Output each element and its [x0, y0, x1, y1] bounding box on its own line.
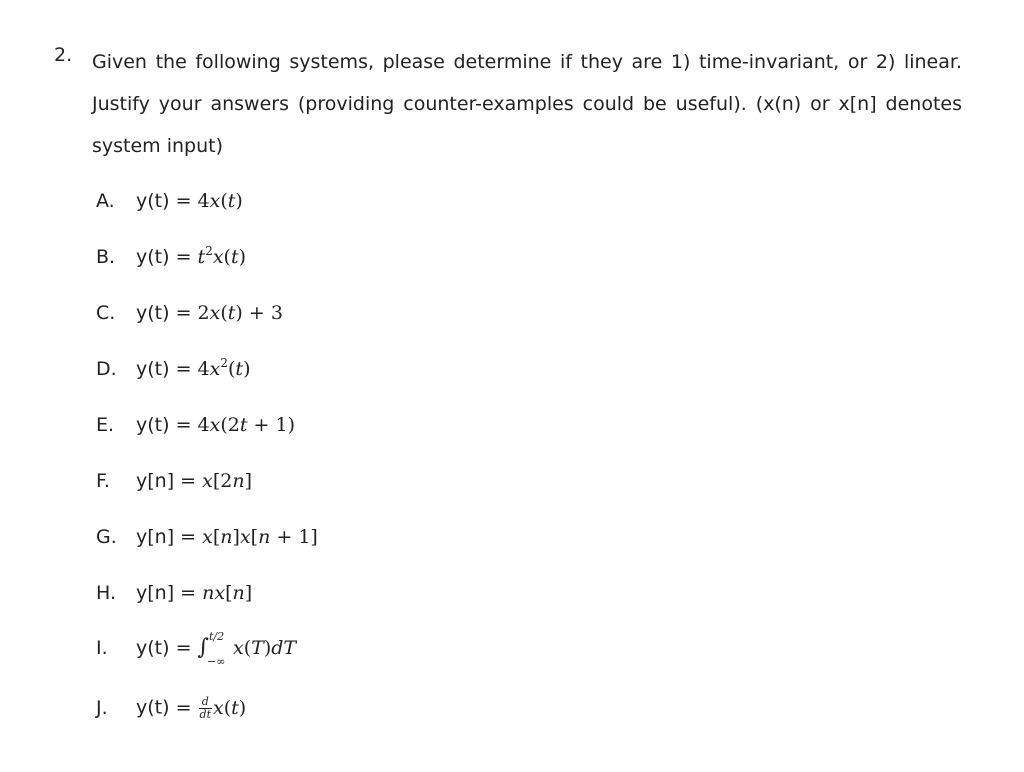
list-item-h — [96, 582, 252, 604]
list-item-f — [96, 470, 252, 492]
integral-sign: ∫ — [197, 635, 210, 660]
item-letter: I. — [96, 637, 108, 659]
fraction-denominator: dt — [199, 708, 212, 721]
item-equation: = 4x(t) — [175, 190, 243, 212]
item-lhs: y[n] — [136, 582, 175, 604]
item-letter: D. — [96, 358, 117, 380]
item-equation: = 4x(2t + 1) — [175, 414, 296, 436]
item-equation: = nx[n] — [180, 582, 253, 604]
item-letter: C. — [96, 302, 116, 324]
item-lhs: y(t) — [136, 414, 170, 436]
item-equation: = $\frac{d}{dt}$ x(t) — [175, 695, 247, 721]
integral-limits — [207, 630, 233, 668]
list-item-a — [96, 190, 243, 212]
item-lhs: y(t) — [136, 358, 170, 380]
item-letter: B. — [96, 246, 116, 268]
item-equation: = ∫ t/2 −∞ x(T)dT — [175, 630, 297, 668]
integral-upper-limit: t/2 — [209, 630, 225, 643]
item-equation: = $t^2x(t)$ — [175, 244, 247, 268]
item-lhs: y(t) — [136, 696, 170, 719]
item-letter: E. — [96, 414, 115, 436]
item-letter: J. — [96, 696, 108, 719]
item-lhs: y[n] — [136, 526, 175, 548]
list-item-d — [96, 358, 250, 380]
derivative-fraction — [199, 696, 212, 721]
item-equation: = x[2n] — [180, 470, 253, 492]
integral-lower-limit: −∞ — [207, 655, 226, 668]
item-letter: G. — [96, 526, 117, 548]
list-item-e — [96, 414, 295, 436]
item-letter: A. — [96, 190, 115, 212]
fraction-numerator: d — [199, 696, 212, 709]
item-equation: = 2x(t) + 3 — [175, 302, 283, 324]
item-lhs: y(t) — [136, 637, 170, 659]
item-lhs: y(t) — [136, 190, 170, 212]
list-item-j — [96, 696, 246, 721]
list-item-i — [96, 630, 297, 668]
item-letter: F. — [96, 470, 110, 492]
list-item-c — [96, 302, 283, 324]
list-item-b — [96, 246, 246, 268]
item-letter: H. — [96, 582, 116, 604]
question-number: 2. — [54, 44, 73, 66]
item-lhs: y[n] — [136, 470, 175, 492]
item-lhs: y(t) — [136, 246, 170, 268]
item-equation: = x[n]x[n + 1] — [180, 526, 318, 548]
item-equation: = $4x^2(t)$ — [175, 356, 251, 380]
question-text: Given the following systems, please determine if they are 1) time-invariant, or 2) linear. Justify your answers (providing counter-examples could be useful). (x(n) or x[n] denotes system input) — [92, 51, 962, 157]
list-item-g — [96, 526, 318, 548]
item-lhs: y(t) — [136, 302, 170, 324]
